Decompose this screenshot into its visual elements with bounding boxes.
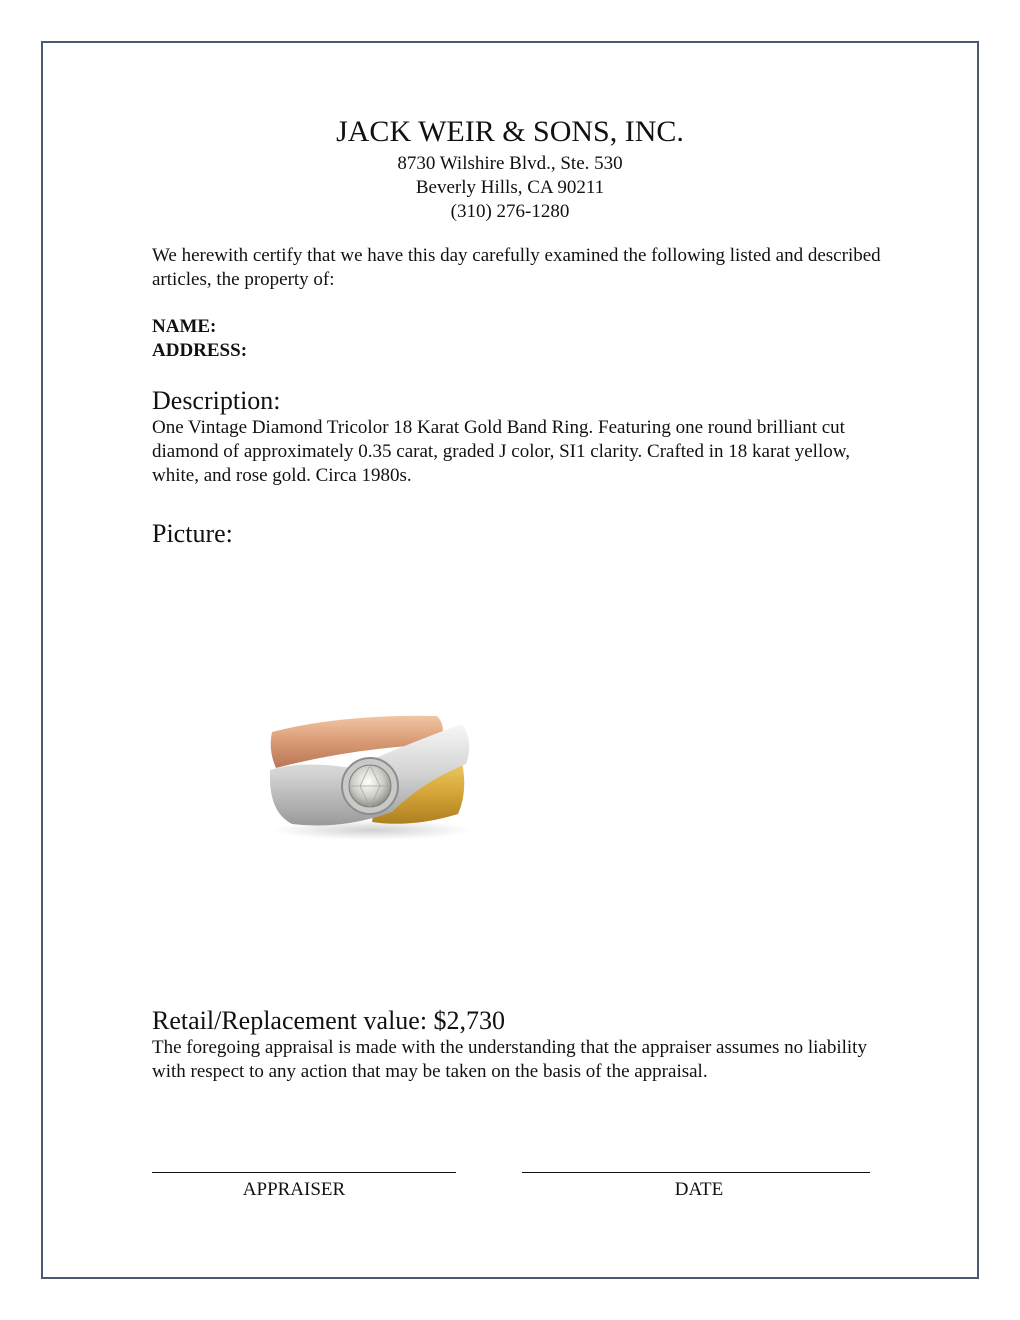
company-name: JACK WEIR & SONS, INC. — [336, 115, 684, 148]
retail-value-heading: Retail/Replacement value: $2,730 — [152, 1006, 506, 1035]
appraiser-signature-line — [152, 1172, 456, 1173]
picture-section — [152, 519, 882, 549]
tricolor-ring-image — [262, 702, 482, 842]
company-address-line1: 8730 Wilshire Blvd., Ste. 530 — [397, 153, 623, 174]
date-label: DATE — [674, 1179, 724, 1200]
certification-text: We herewith certify that we have this day carefully examined the following listed and described articles, the property of: — [152, 245, 881, 290]
retail-section — [152, 1006, 882, 1084]
description-section — [152, 386, 882, 488]
address-label: ADDRESS: — [152, 340, 248, 361]
company-address-line2: Beverly Hills, CA 90211 — [415, 177, 605, 198]
page-border — [41, 41, 979, 1279]
name-label: NAME: — [152, 316, 217, 337]
owner-fields — [152, 315, 882, 363]
description-text: One Vintage Diamond Tricolor 18 Karat Gold Band Ring. Featuring one round brilliant cut diamond of approximately 0.35 carat, graded J color, SI1 clarity. Crafted in 18 karat yellow, white, and rose gold. Circa 1980s. — [152, 417, 850, 486]
description-heading: Description: — [152, 386, 281, 415]
ring-illustration — [262, 702, 482, 842]
picture-heading: Picture: — [152, 519, 233, 548]
appraisal-disclaimer: The foregoing appraisal is made with the understanding that the appraiser assumes no liability with respect to any action that may be taken on the basis of the appraisal. — [152, 1037, 867, 1082]
company-phone: (310) 276-1280 — [450, 201, 570, 222]
appraiser-label: APPRAISER — [242, 1179, 346, 1200]
letterhead — [0, 112, 1020, 224]
date-signature-line — [522, 1172, 870, 1173]
